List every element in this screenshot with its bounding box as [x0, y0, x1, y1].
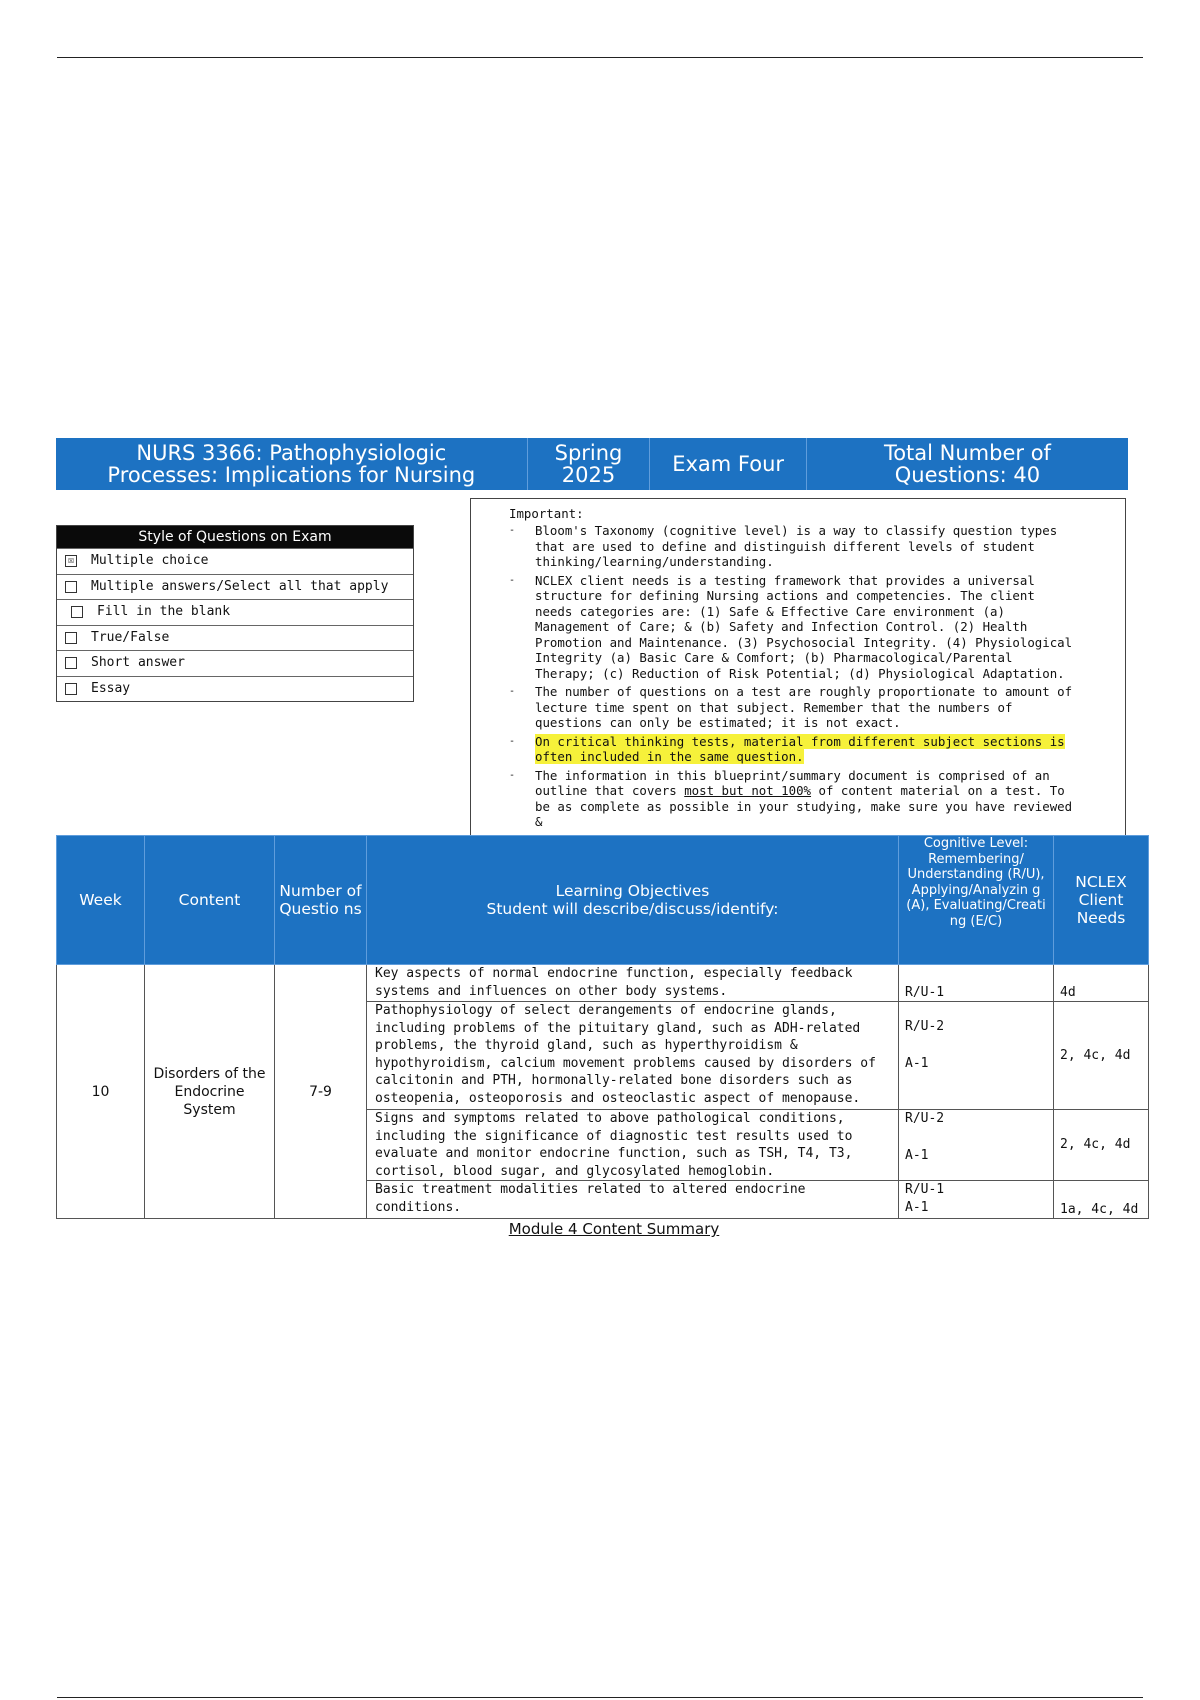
objective-cell: Pathophysiology of select derangements of endocrine glands, including problems of the pituitary gland, such as ADH-related problems, the thyroid gland, such as hyperthyroidism & hypothyroidism, calcium movement problems caused by disorders of calcitonin and PTH, hormonally-related bone disorders such as osteopenia, osteoporosis and osteoclastic aspect of menopause. [367, 1002, 899, 1110]
checkbox-empty-icon [65, 683, 77, 695]
style-label: Multiple answers/Select all that apply [91, 578, 389, 594]
cognitive-cell [899, 965, 1054, 1002]
cognitive-value: A-1 [905, 1055, 929, 1071]
checkbox-empty-icon [65, 632, 77, 644]
style-label: Essay [91, 680, 131, 696]
important-bullet: - Bloom's Taxonomy (cognitive level) is a way to classify question types that are used to define and distinguish different levels of student thinking/learning/understanding. [509, 523, 1079, 570]
cognitive-cell [899, 1002, 1054, 1110]
style-row-fill-in-blank [57, 599, 413, 625]
header-content: Content [145, 836, 275, 965]
underlined-text: most but not 100% [684, 783, 812, 798]
style-row-essay [57, 676, 413, 702]
number-cell: 7-9 [275, 965, 367, 1219]
important-bullet: - NCLEX client needs is a testing framework that provides a universal structure for defining Nursing actions and competencies. The client needs categories are: (1) Safe & Effective Care environment (a) Management of Care; & (b) Safety and Infection Control. (2) Health Promotion and Maintenance. (3) Psychosocial Integrity. (4) Physiological Integrity (a) Basic Care & Comfort; (b) Pharmacological/Parental Therapy; (c) Reduction of Risk Potential; (d) Physiological Adaptation. [509, 573, 1079, 682]
style-row-true-false [57, 625, 413, 651]
important-bullet-highlighted [509, 734, 1079, 765]
checkbox-empty-icon [71, 606, 83, 618]
week-cell: 10 [57, 965, 145, 1219]
objective-cell: Signs and symptoms related to above pathological conditions, including the significance of diagnostic test results used to evaluate and monitor endocrine function, such as TSH, T4, T3, cortisol, blood sugar, and glycosylated hemoglobin. [367, 1110, 899, 1181]
important-bullet [509, 768, 1079, 830]
table-row [57, 965, 1149, 1002]
objective-cell: Key aspects of normal endocrine function, especially feedback systems and influences on other body systems. [367, 965, 899, 1002]
important-list [509, 523, 1079, 833]
nclex-cell: 2, 4c, 4d [1054, 1002, 1149, 1110]
content-summary-table [56, 835, 1149, 1219]
style-label: Fill in the blank [97, 604, 231, 619]
header-week: Week [57, 836, 145, 965]
cognitive-value: A-1 [905, 1147, 929, 1163]
cognitive-value: R/U-1 [905, 984, 945, 1000]
style-row-multiple-answers [57, 574, 413, 600]
cognitive-cell [899, 1110, 1054, 1181]
important-label: Important: [509, 506, 584, 521]
header-objectives: Learning Objectives Student will describe/discuss/identify: [367, 836, 899, 965]
cognitive-value: A-1 [905, 1199, 929, 1215]
checkbox-checked-icon: ☒ [65, 555, 77, 567]
nclex-cell: 1a, 4c, 4d [1054, 1181, 1149, 1219]
question-styles-box [56, 525, 414, 702]
header-nclex: NCLEX Client Needs [1054, 836, 1149, 965]
content-cell: Disorders of the Endocrine System [145, 965, 275, 1219]
cognitive-value: R/U-2 [905, 1111, 945, 1126]
important-notes-box [470, 498, 1126, 845]
style-row-multiple-choice [57, 548, 413, 574]
total-questions: Total Number of Questions: 40 [883, 441, 1051, 487]
question-styles-title: Style of Questions on Exam [57, 526, 413, 548]
table-caption: Module 4 Content Summary [508, 1220, 720, 1238]
style-label: True/False [91, 629, 170, 645]
bottom-rule [57, 1697, 1143, 1698]
cognitive-value: R/U-2 [905, 1019, 945, 1034]
style-row-short-answer [57, 650, 413, 676]
header-cognitive-level: Cognitive Level: Remembering/ Understanding (R/U), Applying/Analyzin g (A), Evaluating/Creati ng (E/C) [899, 836, 1054, 965]
course-title: NURS 3366: Pathophysiologic Processes: Implications for Nursing [56, 438, 528, 490]
important-bullet: - The number of questions on a test are roughly proportionate to amount of lecture time spent on that subject. Remember that the numbers of questions can only be estimated; it is not exact. [509, 684, 1079, 731]
bullet-text-part: The information in this blueprint/summary document is comprised of an outline that covers [535, 767, 1050, 798]
cognitive-cell [899, 1181, 1054, 1219]
nclex-cell: 4d [1054, 965, 1149, 1002]
highlighted-text: On critical thinking tests, material from different subject sections is often included in the same question. [535, 733, 1065, 764]
checkbox-empty-icon [65, 581, 77, 593]
header-number: Number of Questio ns [275, 836, 367, 965]
top-rule [57, 57, 1143, 58]
nclex-cell: 2, 4c, 4d [1054, 1110, 1149, 1181]
exam-header-bar [56, 438, 1128, 490]
cognitive-value: R/U-1 [905, 1182, 945, 1197]
table-header-row [57, 836, 1149, 965]
exam-name: Exam Four [650, 438, 807, 490]
objective-cell: Basic treatment modalities related to altered endocrine conditions. [367, 1181, 899, 1219]
term: Spring 2025 [528, 438, 651, 490]
style-label: Short answer [91, 655, 185, 670]
bullet-text-part: of content material on a test. To be as complete as possible in your studying, make sure you have reviewed & [535, 783, 1073, 829]
style-label: Multiple choice [91, 553, 209, 568]
checkbox-empty-icon [65, 657, 77, 669]
